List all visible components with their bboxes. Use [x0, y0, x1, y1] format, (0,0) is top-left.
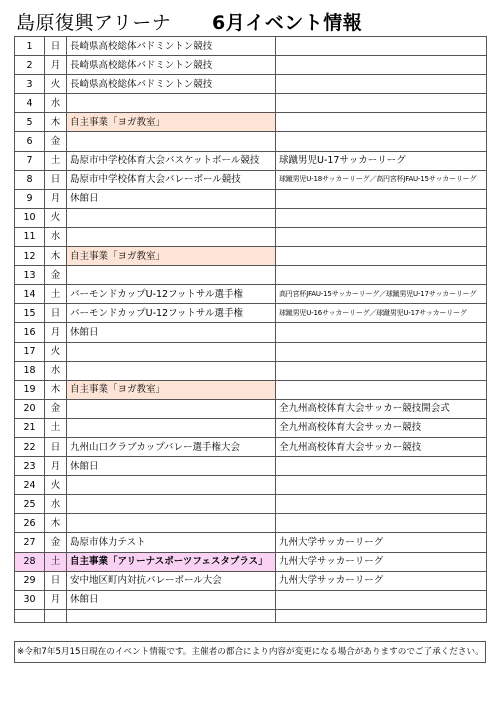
- day-cell: 23: [15, 457, 45, 476]
- weekday-cell: 日: [45, 437, 67, 456]
- empty-cell: [67, 609, 276, 622]
- event-secondary-cell: [276, 132, 487, 151]
- table-row: [15, 208, 487, 227]
- event-main-cell: 自主事業「ヨガ教室」: [67, 380, 276, 399]
- weekday-cell: 木: [45, 380, 67, 399]
- event-main-cell: 休館日: [67, 457, 276, 476]
- day-cell: 4: [15, 94, 45, 113]
- table-row: [15, 227, 487, 246]
- table-row: [15, 247, 487, 266]
- event-main-cell: [67, 132, 276, 151]
- event-main-cell: [67, 495, 276, 514]
- day-cell: 1: [15, 37, 45, 56]
- day-cell: 28: [15, 552, 45, 571]
- table-row: [15, 56, 487, 75]
- table-row: [15, 304, 487, 323]
- day-cell: 18: [15, 361, 45, 380]
- table-row: [15, 361, 487, 380]
- event-main-cell: バーモンドカップU-12フットサル選手権: [67, 285, 276, 304]
- weekday-cell: 日: [45, 571, 67, 590]
- event-main-cell: バーモンドカップU-12フットサル選手権: [67, 304, 276, 323]
- event-secondary-cell: 九州大学サッカーリーグ: [276, 552, 487, 571]
- event-secondary-cell: [276, 189, 487, 208]
- event-main-cell: 島原市体力テスト: [67, 533, 276, 552]
- table-row: [15, 75, 487, 94]
- day-cell: 17: [15, 342, 45, 361]
- day-cell: 26: [15, 514, 45, 533]
- weekday-cell: 日: [45, 170, 67, 189]
- weekday-cell: 水: [45, 94, 67, 113]
- event-secondary-cell: 球蹴男児U-17サッカーリーグ: [276, 151, 487, 170]
- weekday-cell: 月: [45, 457, 67, 476]
- event-main-cell: [67, 418, 276, 437]
- table-row: [15, 495, 487, 514]
- day-cell: 7: [15, 151, 45, 170]
- day-cell: 14: [15, 285, 45, 304]
- event-secondary-cell: [276, 361, 487, 380]
- day-cell: 9: [15, 189, 45, 208]
- table-row: [15, 266, 487, 285]
- day-cell: 3: [15, 75, 45, 94]
- page-title: 6月イベント情報: [212, 12, 363, 34]
- event-main-cell: 安中地区町内対抗バレーボール大会: [67, 571, 276, 590]
- day-cell: 22: [15, 437, 45, 456]
- weekday-cell: 月: [45, 56, 67, 75]
- event-secondary-cell: 全九州高校体育大会サッカー競技: [276, 437, 487, 456]
- event-secondary-cell: 九州大学サッカーリーグ: [276, 533, 487, 552]
- event-secondary-cell: 球蹴男児U-18サッカーリーグ／高円宮杯JFAU-15サッカーリーグ: [276, 170, 487, 189]
- event-secondary-cell: [276, 514, 487, 533]
- empty-cell: [276, 609, 487, 622]
- table-row: [15, 457, 487, 476]
- event-secondary-cell: 高円宮杯JFAU-15サッカーリーグ／球蹴男児U-17サッカーリーグ: [276, 285, 487, 304]
- event-main-cell: 島原市中学校体育大会バレーボール競技: [67, 170, 276, 189]
- table-row: [15, 113, 487, 132]
- weekday-cell: 日: [45, 37, 67, 56]
- weekday-cell: 火: [45, 476, 67, 495]
- day-cell: 2: [15, 56, 45, 75]
- event-main-cell: 休館日: [67, 590, 276, 609]
- table-row: [15, 514, 487, 533]
- blank-row: [15, 609, 487, 622]
- table-row: [15, 476, 487, 495]
- weekday-cell: 月: [45, 189, 67, 208]
- table-row: [15, 590, 487, 609]
- event-main-cell: 九州山口クラブカップバレー選手権大会: [67, 437, 276, 456]
- page-header: [14, 10, 486, 36]
- table-row: [15, 342, 487, 361]
- weekday-cell: 火: [45, 208, 67, 227]
- day-cell: 5: [15, 113, 45, 132]
- table-row: [15, 94, 487, 113]
- table-row: [15, 552, 487, 571]
- weekday-cell: 水: [45, 227, 67, 246]
- day-cell: 12: [15, 247, 45, 266]
- weekday-cell: 土: [45, 418, 67, 437]
- weekday-cell: 金: [45, 266, 67, 285]
- event-main-cell: [67, 208, 276, 227]
- weekday-cell: 水: [45, 361, 67, 380]
- event-secondary-cell: [276, 247, 487, 266]
- table-row: [15, 380, 487, 399]
- day-cell: 11: [15, 227, 45, 246]
- day-cell: 30: [15, 590, 45, 609]
- event-secondary-cell: 全九州高校体育大会サッカー競技: [276, 418, 487, 437]
- day-cell: 6: [15, 132, 45, 151]
- weekday-cell: 土: [45, 285, 67, 304]
- weekday-cell: 月: [45, 323, 67, 342]
- day-cell: 13: [15, 266, 45, 285]
- event-main-cell: 長崎県高校総体バドミントン競技: [67, 56, 276, 75]
- table-row: [15, 418, 487, 437]
- day-cell: 15: [15, 304, 45, 323]
- event-secondary-cell: [276, 94, 487, 113]
- event-main-cell: [67, 266, 276, 285]
- table-row: [15, 170, 487, 189]
- event-secondary-cell: [276, 113, 487, 132]
- weekday-cell: 木: [45, 247, 67, 266]
- weekday-cell: 火: [45, 342, 67, 361]
- table-row: [15, 571, 487, 590]
- event-secondary-cell: [276, 208, 487, 227]
- weekday-cell: 月: [45, 590, 67, 609]
- table-row: [15, 132, 487, 151]
- weekday-cell: 金: [45, 132, 67, 151]
- schedule-body: [15, 37, 487, 623]
- table-row: [15, 151, 487, 170]
- schedule-table: [14, 36, 487, 623]
- day-cell: 8: [15, 170, 45, 189]
- event-secondary-cell: [276, 56, 487, 75]
- event-main-cell: [67, 94, 276, 113]
- weekday-cell: 金: [45, 533, 67, 552]
- table-row: [15, 323, 487, 342]
- event-main-cell: 自主事業「アリーナスポーツフェスタプラス」: [67, 552, 276, 571]
- day-cell: 29: [15, 571, 45, 590]
- event-main-cell: [67, 399, 276, 418]
- event-main-cell: 休館日: [67, 323, 276, 342]
- event-secondary-cell: [276, 227, 487, 246]
- table-row: [15, 533, 487, 552]
- event-main-cell: 島原市中学校体育大会バスケットボール競技: [67, 151, 276, 170]
- table-row: [15, 437, 487, 456]
- event-main-cell: [67, 227, 276, 246]
- event-secondary-cell: [276, 476, 487, 495]
- day-cell: 20: [15, 399, 45, 418]
- day-cell: 16: [15, 323, 45, 342]
- day-cell: 24: [15, 476, 45, 495]
- event-secondary-cell: [276, 323, 487, 342]
- event-main-cell: 自主事業「ヨガ教室」: [67, 113, 276, 132]
- event-secondary-cell: [276, 266, 487, 285]
- event-main-cell: 長崎県高校総体バドミントン競技: [67, 75, 276, 94]
- event-main-cell: [67, 342, 276, 361]
- event-main-cell: 自主事業「ヨガ教室」: [67, 247, 276, 266]
- event-secondary-cell: 全九州高校体育大会サッカー競技開会式: [276, 399, 487, 418]
- event-main-cell: [67, 361, 276, 380]
- weekday-cell: 火: [45, 75, 67, 94]
- event-secondary-cell: [276, 342, 487, 361]
- day-cell: 10: [15, 208, 45, 227]
- day-cell: 27: [15, 533, 45, 552]
- event-secondary-cell: 九州大学サッカーリーグ: [276, 571, 487, 590]
- event-secondary-cell: 球蹴男児U-16サッカーリーグ／球蹴男児U-17サッカーリーグ: [276, 304, 487, 323]
- table-row: [15, 399, 487, 418]
- weekday-cell: 土: [45, 151, 67, 170]
- empty-cell: [45, 609, 67, 622]
- footnote: ※令和7年5月15日現在のイベント情報です。主催者の都合により内容が変更になる場合がありますのでご了承ください。: [14, 641, 486, 663]
- venue-name: 島原復興アリーナ: [16, 12, 172, 34]
- weekday-cell: 木: [45, 514, 67, 533]
- event-secondary-cell: [276, 590, 487, 609]
- empty-cell: [15, 609, 45, 622]
- weekday-cell: 金: [45, 399, 67, 418]
- event-secondary-cell: [276, 457, 487, 476]
- day-cell: 19: [15, 380, 45, 399]
- event-secondary-cell: [276, 37, 487, 56]
- event-secondary-cell: [276, 495, 487, 514]
- weekday-cell: 木: [45, 113, 67, 132]
- event-main-cell: 休館日: [67, 189, 276, 208]
- weekday-cell: 土: [45, 552, 67, 571]
- event-main-cell: 長崎県高校総体バドミントン競技: [67, 37, 276, 56]
- weekday-cell: 水: [45, 495, 67, 514]
- table-row: [15, 285, 487, 304]
- day-cell: 21: [15, 418, 45, 437]
- event-secondary-cell: [276, 380, 487, 399]
- event-secondary-cell: [276, 75, 487, 94]
- weekday-cell: 日: [45, 304, 67, 323]
- table-row: [15, 189, 487, 208]
- table-row: [15, 37, 487, 56]
- event-main-cell: [67, 514, 276, 533]
- day-cell: 25: [15, 495, 45, 514]
- event-main-cell: [67, 476, 276, 495]
